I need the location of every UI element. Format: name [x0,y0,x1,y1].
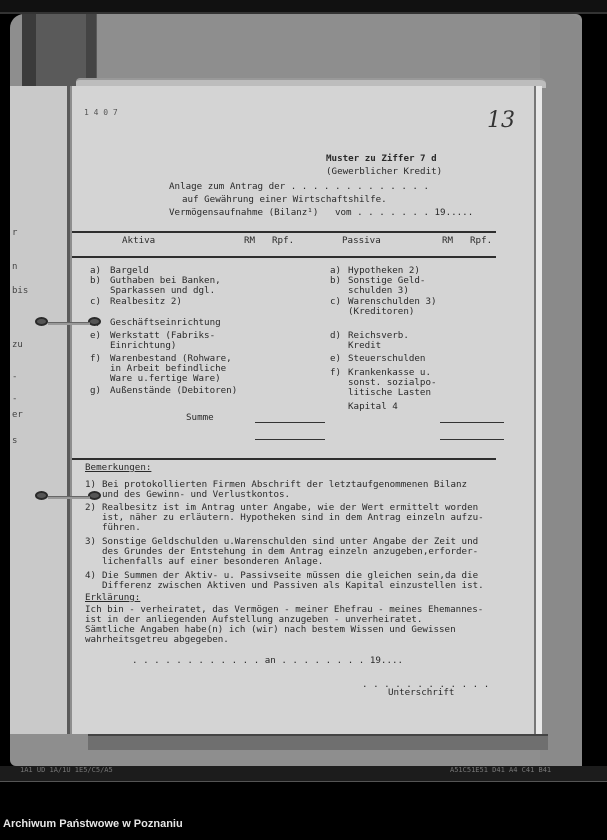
aktiva-item: Geschäftseinrichtung [110,317,221,328]
passiva-item: Sonstige Geld- [348,275,426,286]
aktiva-item: Warenbestand (Rohware, [110,353,232,364]
aktiva-item: Außenstände (Debitoren) [110,385,238,396]
aktiva-item: Einrichtung) [110,340,177,351]
fragment-text: s [12,436,18,446]
remark-line: Realbesitz ist im Antrag unter Angabe, wie der Wert ermittelt worden [102,502,479,513]
declaration-line: Ich bin - verheiratet, das Vermögen - meiner Ehefrau - meines Ehemannes- [85,604,484,615]
passiva-key: e) [330,353,342,364]
aktiva-item: Realbesitz 2) [110,296,182,307]
passiva-item: Kredit [348,340,382,351]
summe-double-line-aktiva [255,439,325,440]
corner-mark: 1 4 0 7 [84,108,118,117]
aktiva-key: c) [90,296,102,307]
punch-hole [35,491,48,500]
signature-dots: . . . . . . . . . . . . [362,679,490,690]
form-model-title: Muster zu Ziffer 7 d [326,153,437,164]
fragment-text: - [12,372,18,382]
document-page [72,86,542,734]
aktiva-item: Guthaben bei Banken, [110,275,221,286]
folder-board-right-edge [540,14,582,766]
summe-label: Summe [186,412,214,423]
remarks-heading: Bemerkungen: [85,462,152,473]
passiva-item: litische Lasten [348,387,431,398]
aktiva-key: g) [90,385,102,396]
passiva-item: Steuerschulden [348,353,426,364]
archive-footer-bar [0,781,607,840]
scan-frame-top [0,0,607,14]
lower-sheet-edge [88,734,548,750]
header-purpose-line: auf Gewährung einer Wirtschaftshilfe. [182,194,387,205]
column-header-passiva: Passiva [342,235,381,246]
passiva-item: (Kreditoren) [348,306,415,317]
passiva-item: Hypotheken 2) [348,265,420,276]
remark-number: 2) [85,502,97,513]
summe-line-aktiva [255,422,325,423]
remark-number: 4) [85,570,97,581]
remark-line: des Grundes der Entstehung in dem Antrag einzeln anzugeben,erforder- [102,546,479,557]
passiva-key: f) [330,367,342,378]
archive-label: Archiwum Państwowe w Poznaniu [3,818,183,830]
spine-shadow [22,14,36,86]
place-date-line: . . . . . . . . . . . . an . . . . . . . . 19.... [132,655,404,666]
remark-number: 3) [85,536,97,547]
kapital-label: Kapital 4 [348,401,398,412]
header-inventory-line: Vermögensaufnahme (Bilanz¹) vom . . . . . . . 19..... [169,207,474,218]
fragment-text: bis [12,286,29,296]
passiva-item: schulden 3) [348,285,409,296]
header-application-line: Anlage zum Antrag der . . . . . . . . . . . . . [169,181,429,192]
column-header-aktiva: Aktiva [122,235,156,246]
passiva-key: a) [330,265,342,276]
aktiva-item: Werkstatt (Fabriks- [110,330,216,341]
passiva-key: c) [330,296,342,307]
edge-code-right: A51C51E51 D41 A4 C41 B41 [450,766,552,774]
declaration-line: ist in der anliegenden Aufstellung anzugeben - unverheiratet. [85,614,423,625]
summe-line-passiva [440,422,504,423]
remark-line: Differenz zwischen Aktiven und Passiven als Kapital einzustellen ist. [102,580,484,591]
column-header-rpf: Rpf. [272,235,295,246]
folio-number: 13 [487,108,515,133]
spine-shadow-right [86,14,96,86]
fragment-text: er [12,410,23,420]
binder-fastener [48,322,90,325]
column-header-rm: RM [244,235,256,246]
declaration-heading: Erklärung: [85,592,141,603]
aktiva-key: a) [90,265,102,276]
underlying-sheet [10,86,70,734]
table-top-rule [72,231,496,233]
remark-line: ist, näher zu erläutern. Hypotheken sind in dem Antrag einzeln aufzu- [102,512,484,523]
aktiva-item: in Arbeit befindliche [110,363,227,374]
passiva-item: Warenschulden 3) [348,296,437,307]
table-header-rule [72,256,496,258]
aktiva-item: Bargeld [110,265,149,276]
binder-fastener [48,496,90,499]
column-header-rpf: Rpf. [470,235,493,246]
aktiva-key: e) [90,330,102,341]
aktiva-item: Sparkassen und dgl. [110,285,216,296]
punch-hole [35,317,48,326]
passiva-item: Reichsverb. [348,330,409,341]
column-header-rm: RM [442,235,454,246]
aktiva-key: b) [90,275,102,286]
fragment-text: zu [12,340,23,350]
passiva-key: b) [330,275,342,286]
aktiva-item: Ware u.fertige Ware) [110,373,221,384]
aktiva-key: f) [90,353,102,364]
form-subtitle: (Gewerblicher Kredit) [326,166,443,177]
edge-code-left: 1A1 UD 1A/1U 1E5/C5/A5 [20,766,113,774]
summe-double-line-passiva [440,439,504,440]
remark-number: 1) [85,479,97,490]
declaration-line: wahrheitsgetreu abgegeben. [85,634,229,645]
remark-line: lichenfalls auf einer besonderen Anlage. [102,556,324,567]
remark-line: Die Summen der Aktiv- u. Passivseite müssen die gleichen sein,da die [102,570,479,581]
remark-line: Bei protokollierten Firmen Abschrift der letztaufgenommenen Bilanz [102,479,468,490]
signature-label: Unterschrift [388,687,455,698]
passiva-item: Krankenkasse u. [348,367,431,378]
remark-line: und des Gewinn- und Verlustkontos. [102,489,291,500]
passiva-item: sonst. sozialpo- [348,377,437,388]
declaration-line: Sämtliche Angaben habe(n) ich (wir) nach bestem Wissen und Gewissen [85,624,456,635]
fragment-text: n [12,262,18,272]
passiva-key: d) [330,330,342,341]
remark-line: führen. [102,522,141,533]
fragment-text: - [12,394,18,404]
remark-line: Sonstige Geldschulden u.Warenschulden sind unter Angabe der Zeit und [102,536,479,547]
remarks-top-rule [72,458,496,460]
fragment-text: r [12,228,18,238]
